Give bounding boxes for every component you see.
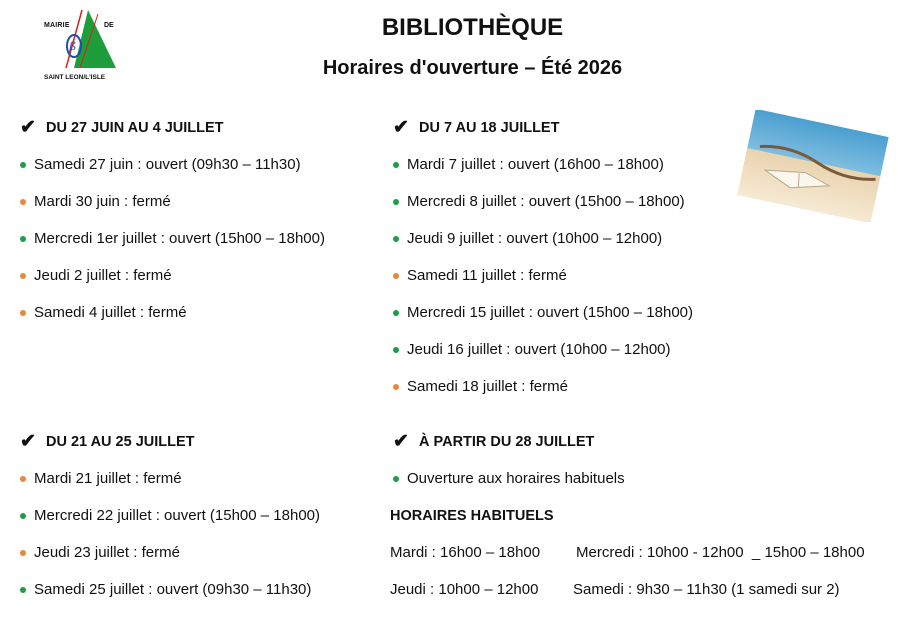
open-dot-icon <box>393 347 399 353</box>
section-21-25-juillet <box>20 432 320 600</box>
list-item <box>393 155 693 175</box>
open-dot-icon <box>20 162 26 168</box>
logo-line-3: SAINT LEON/L'ISLE <box>44 74 106 81</box>
checkmark-icon: ✔ <box>393 431 409 452</box>
checkmark-icon: ✔ <box>20 431 36 452</box>
closed-dot-icon <box>20 310 26 316</box>
hours-mardi: Mardi : 16h00 – 18h00 <box>390 544 541 561</box>
hours-row <box>390 543 865 563</box>
open-dot-icon <box>20 587 26 593</box>
list-item <box>393 377 693 397</box>
closed-dot-icon <box>20 273 26 279</box>
open-dot-icon <box>393 199 399 205</box>
hours-jeudi: Jeudi : 10h00 – 12h00 <box>390 581 539 598</box>
item-text: Mercredi 8 juillet : ouvert (15h00 – 18h00) <box>407 193 685 210</box>
list-item <box>393 192 693 212</box>
item-text: Jeudi 23 juillet : fermé <box>34 544 180 561</box>
list-item <box>393 469 625 489</box>
item-text: Jeudi 2 juillet : fermé <box>34 267 172 284</box>
list-item <box>393 229 693 249</box>
open-dot-icon <box>393 236 399 242</box>
habitual-hours <box>390 506 865 600</box>
list-item <box>20 580 320 600</box>
section-title: DU 21 AU 25 JUILLET <box>46 434 195 450</box>
list-item <box>393 303 693 323</box>
item-text: Mardi 21 juillet : fermé <box>34 470 182 487</box>
item-text: Jeudi 9 juillet : ouvert (10h00 – 12h00) <box>407 230 663 247</box>
open-dot-icon <box>393 162 399 168</box>
open-dot-icon <box>20 513 26 519</box>
logo-line-1: MAIRIE <box>44 22 70 29</box>
open-dot-icon <box>393 310 399 316</box>
list-item <box>20 543 320 563</box>
section-title: DU 7 AU 18 JUILLET <box>419 120 560 136</box>
list-item <box>20 192 325 212</box>
closed-dot-icon <box>393 384 399 390</box>
item-text: Mardi 7 juillet : ouvert (16h00 – 18h00) <box>407 156 664 173</box>
list-item <box>20 506 320 526</box>
item-text: Mercredi 1er juillet : ouvert (15h00 – 18h00) <box>34 230 325 247</box>
hours-samedi: Samedi : 9h30 – 11h30 (1 samedi sur 2) <box>573 581 840 598</box>
closed-dot-icon <box>20 199 26 205</box>
item-text: Mardi 30 juin : fermé <box>34 193 171 210</box>
section-title: DU 27 JUIN AU 4 JUILLET <box>46 120 224 136</box>
list-item <box>20 266 325 286</box>
open-dot-icon <box>20 236 26 242</box>
section-heading <box>393 118 693 138</box>
item-text: Samedi 25 juillet : ouvert (09h30 – 11h30) <box>34 581 312 598</box>
item-text: Samedi 18 juillet : fermé <box>407 378 568 395</box>
item-text: Ouverture aux horaires habituels <box>407 470 625 487</box>
checkmark-icon: ✔ <box>20 117 36 138</box>
section-heading <box>393 432 625 452</box>
section-heading <box>20 118 325 138</box>
hours-mercredi: Mercredi : 10h00 - 12h00 _ 15h00 – 18h00 <box>576 544 865 561</box>
item-text: Samedi 4 juillet : fermé <box>34 304 187 321</box>
svg-text:ß: ß <box>69 40 77 53</box>
hours-row <box>390 580 865 600</box>
section-a-partir-28-juillet <box>393 432 625 489</box>
open-dot-icon <box>393 476 399 482</box>
list-item <box>20 155 325 175</box>
list-item <box>393 266 693 286</box>
page-title: BIBLIOTHÈQUE <box>381 14 564 41</box>
item-text: Samedi 11 juillet : fermé <box>407 267 567 284</box>
closed-dot-icon <box>20 550 26 556</box>
closed-dot-icon <box>393 273 399 279</box>
section-7-18-juillet <box>393 118 693 397</box>
list-item <box>393 340 693 360</box>
page-subtitle: Horaires d'ouverture – Été 2026 <box>322 57 623 79</box>
item-text: Jeudi 16 juillet : ouvert (10h00 – 12h00) <box>407 341 671 358</box>
list-item <box>20 303 325 323</box>
checkmark-icon: ✔ <box>393 117 409 138</box>
habitual-hours-title: HORAIRES HABITUELS <box>390 508 554 524</box>
closed-dot-icon <box>20 476 26 482</box>
section-heading <box>20 432 320 452</box>
section-title: À PARTIR DU 28 JUILLET <box>419 434 595 450</box>
item-text: Mercredi 22 juillet : ouvert (15h00 – 18h00) <box>34 507 320 524</box>
item-text: Mercredi 15 juillet : ouvert (15h00 – 18h00) <box>407 304 693 321</box>
item-text: Samedi 27 juin : ouvert (09h30 – 11h30) <box>34 156 301 173</box>
book-on-beach-image <box>737 110 889 222</box>
list-item <box>20 469 320 489</box>
list-item <box>20 229 325 249</box>
logo-line-2: DE <box>104 22 114 29</box>
section-27-juin-4-juillet <box>20 118 325 323</box>
